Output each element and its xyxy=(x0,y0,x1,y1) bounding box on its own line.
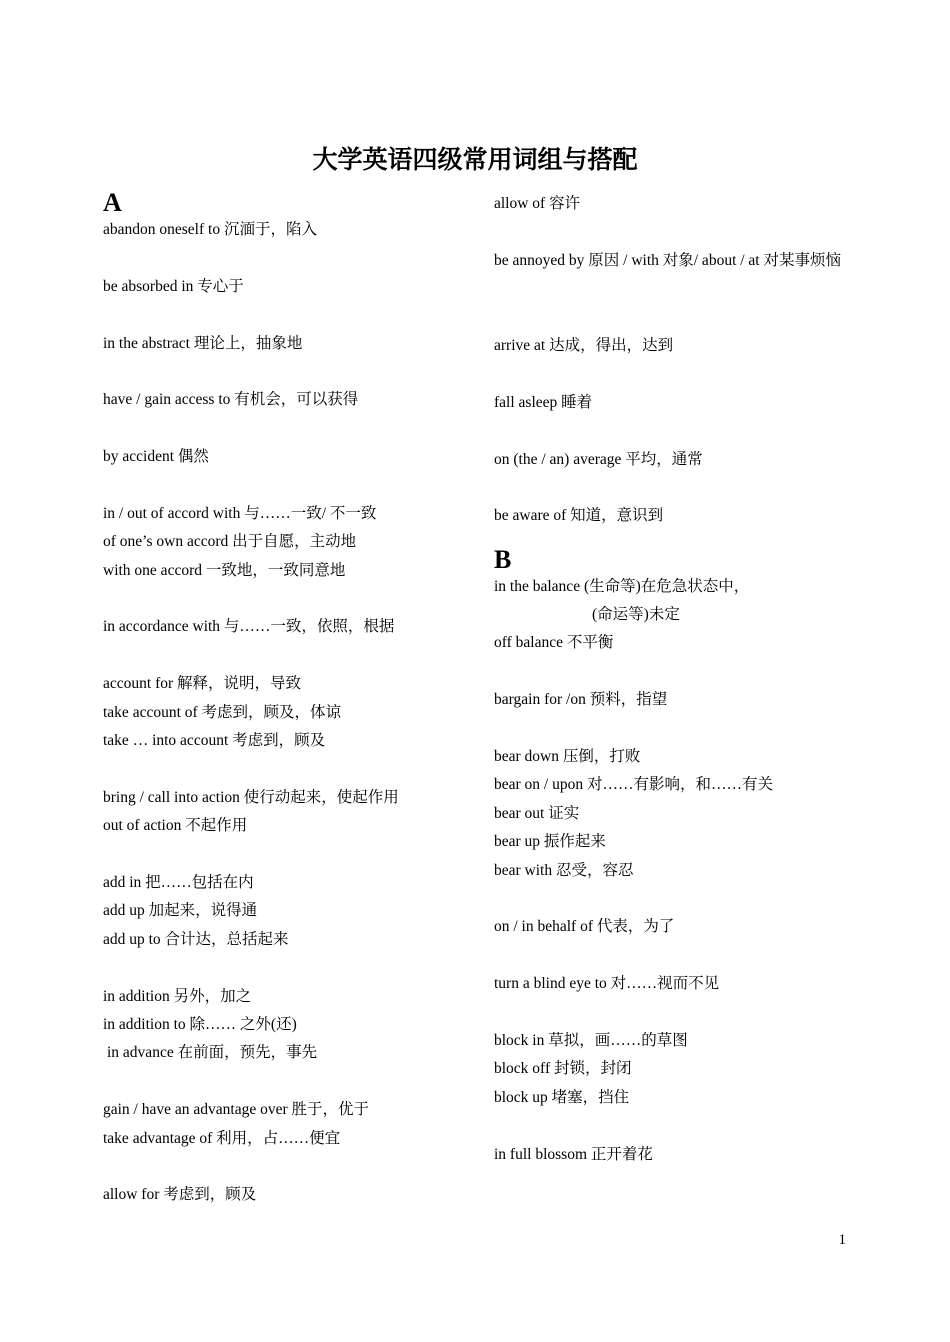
entry: account for 解释，说明，导致 xyxy=(103,675,302,693)
entry: add in 把……包括在内 xyxy=(103,873,254,891)
entry: be aware of 知道，意识到 xyxy=(494,507,664,525)
entry: abandon oneself to 沉湎于，陷入 xyxy=(103,221,317,238)
entry: in addition 另外，加之 xyxy=(103,987,252,1005)
entry: bear out 证实 xyxy=(494,804,580,822)
entry: turn a blind eye to 对……视而不见 xyxy=(494,975,720,993)
entry: in accordance with 与……一致，依照，根据 xyxy=(103,618,395,636)
left-column xyxy=(103,190,463,1210)
entry: by accident 偶然 xyxy=(103,448,209,466)
entry: out of action 不起作用 xyxy=(103,817,248,835)
entry: block off 封锁，封闭 xyxy=(494,1060,632,1078)
entry: on / in behalf of 代表，为了 xyxy=(494,918,675,936)
entry: in full blossom 正开着花 xyxy=(494,1145,653,1163)
entry: take account of 考虑到，顾及，体谅 xyxy=(103,703,342,721)
entry: block in 草拟，画……的草图 xyxy=(494,1031,688,1049)
entry: bear up 振作起来 xyxy=(494,833,606,851)
entry: take … into account 考虑到，顾及 xyxy=(103,732,326,750)
entry: arrive at 达成，得出，达到 xyxy=(494,336,674,354)
entry: add up to 合计达，总括起来 xyxy=(103,930,289,948)
entry: allow of 容许 xyxy=(494,195,581,212)
entry: bear on / upon 对……有影响，和……有关 xyxy=(494,776,773,794)
entry: take advantage of 利用，占……便宜 xyxy=(103,1129,341,1147)
entry-continuation: (命运等)未定 xyxy=(592,606,680,624)
entry: block up 堵塞，挡住 xyxy=(494,1088,630,1106)
entry: on (the / an) average 平均，通常 xyxy=(494,450,703,468)
entry: in addition to 除…… 之外(还) xyxy=(103,1015,297,1033)
entry: in advance 在前面，预先，事先 xyxy=(107,1044,318,1062)
entry: in the balance (生命等)在危急状态中， xyxy=(494,577,750,595)
entry: with one accord 一致地，一致同意地 xyxy=(103,561,346,579)
section-heading-a: A xyxy=(103,188,122,217)
entry: allow for 考虑到，顾及 xyxy=(103,1186,257,1204)
entry: bear with 忍受，容忍 xyxy=(494,861,634,879)
entry: add up 加起来，说得通 xyxy=(103,902,258,920)
right-column xyxy=(494,190,854,1169)
entry: be absorbed in 专心于 xyxy=(103,277,244,295)
entry: in the abstract 理论上，抽象地 xyxy=(103,334,303,352)
entry: have / gain access to 有机会，可以获得 xyxy=(103,391,359,409)
entry: off balance 不平衡 xyxy=(494,634,614,652)
page-number: 1 xyxy=(838,1232,846,1248)
entry: gain / have an advantage over 胜于，优于 xyxy=(103,1101,369,1119)
page-title: 大学英语四级常用词组与搭配 xyxy=(312,145,638,174)
entry: bring / call into action 使行动起来，使起作用 xyxy=(103,788,399,806)
entry: in / out of accord with 与……一致/ 不一致 xyxy=(103,504,377,522)
entry: bear down 压倒，打败 xyxy=(494,748,641,766)
section-heading-b: B xyxy=(494,544,512,574)
entry: of one’s own accord 出于自愿，主动地 xyxy=(103,533,357,551)
entry: fall asleep 睡着 xyxy=(494,393,593,411)
entry: bargain for /on 预料，指望 xyxy=(494,691,668,709)
entry: be annoyed by 原因 / with 对象/ about / at 对某事烦恼 xyxy=(494,251,841,269)
